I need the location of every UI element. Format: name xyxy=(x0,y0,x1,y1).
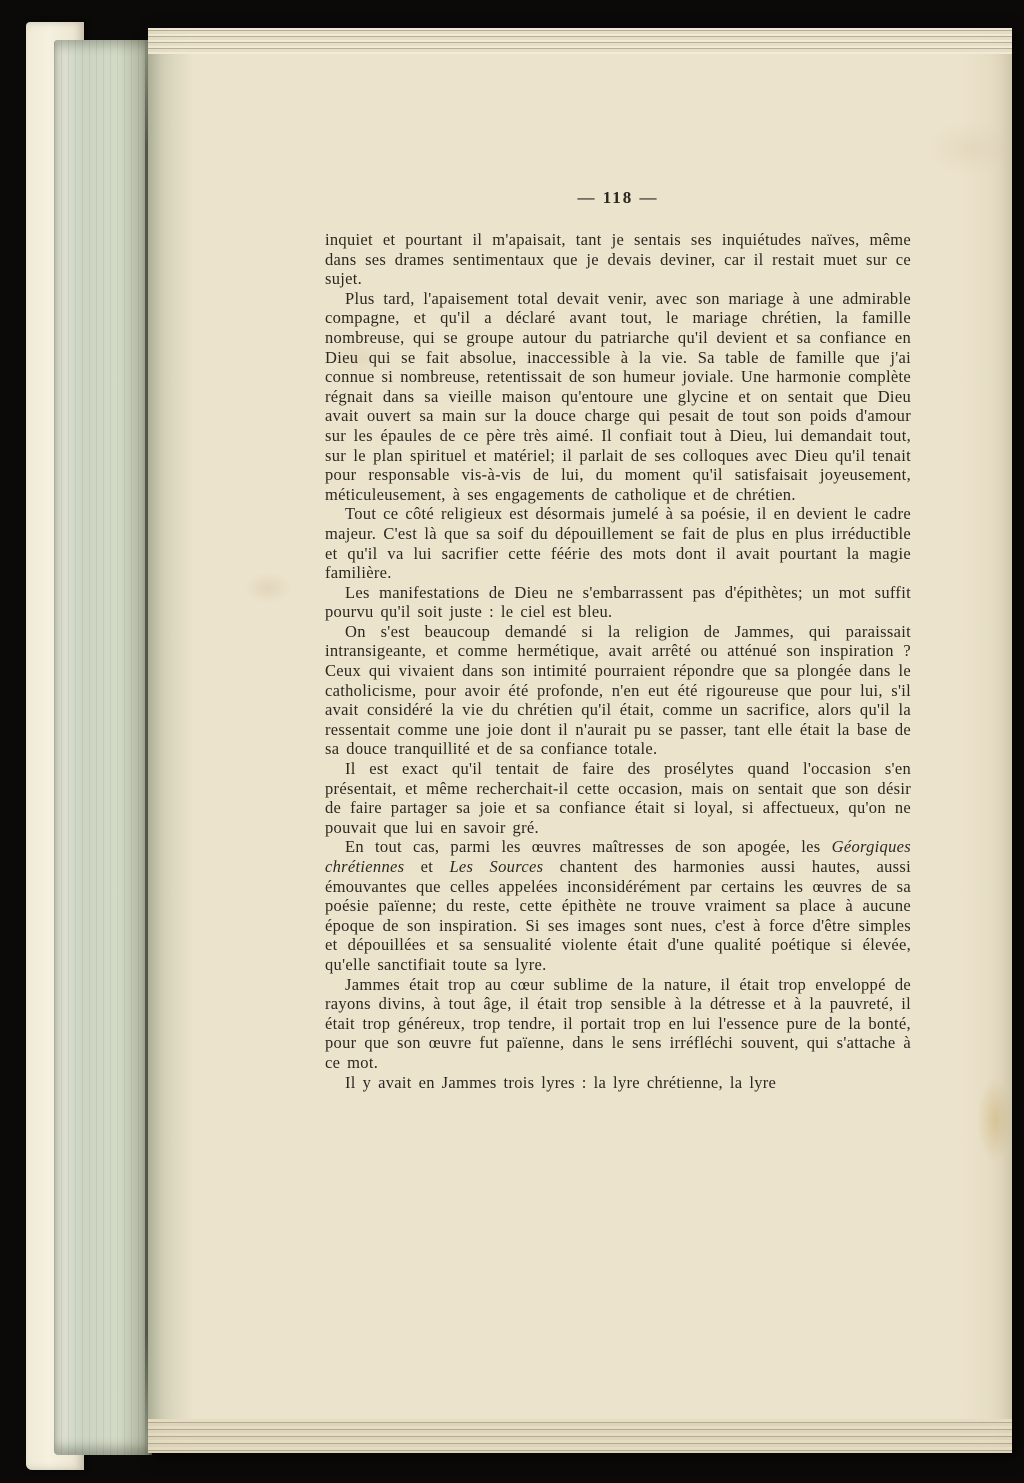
stacked-previous-pages-edge xyxy=(54,40,152,1455)
top-page-edges xyxy=(148,28,1012,54)
page-content xyxy=(325,188,911,1092)
body-text: chantent des harmonies aussi hautes, aussi émouvantes que celles appelées inconsidérément par certains les œuvres de sa poésie païenne; du reste, cette épithète ne trouve vraiment sa place à aucune époque de son inspiration. Si ses images sont nues, c'est à force d'être simples et dépouillées et sa sensualité violente était d'une qualité poétique si élevée, qu'elle sanctifiait toute sa lyre. xyxy=(325,857,912,974)
body-text: Tout ce côté religieux est désormais jumelé à sa poésie, il en devient le cadre majeur. C'est là que sa soif du dépouillement se fait de plus en plus irréductible et qu'il va lui sacrifier cette féérie des mots dont il avait pourtant la magie familière. xyxy=(325,504,911,583)
book-page xyxy=(148,28,1012,1453)
paragraph xyxy=(325,1073,911,1093)
text-block xyxy=(325,230,911,1092)
paragraph xyxy=(325,504,911,582)
italic-text: Géorgiques chrétiennes xyxy=(325,837,911,876)
body-text: Les manifestations de Dieu ne s'embarrassent pas d'épithètes; un mot suffit pourvu qu'il soit juste : le ciel est bleu. xyxy=(325,582,911,622)
body-text: Il est exact qu'il tentait de faire des prosélytes quand l'occasion s'en présentait, et même recherchait-il cette occasion, mais on sentait que son désir de faire partager sa joie et sa confiance était si loyal, si affectueux, qu'on ne pouvait que lui en savoir gré. xyxy=(325,759,911,837)
paragraph xyxy=(325,837,911,974)
italic-text: Les Sources xyxy=(449,857,544,876)
bottom-page-edges xyxy=(148,1419,1012,1453)
body-text: inquiet et pourtant il m'apaisait, tant je sentais ses inquiétudes naïves, même dans ses drames sentimentaux que je devais deviner, car il restait muet sur ce sujet. xyxy=(325,230,911,289)
paragraph xyxy=(325,759,911,837)
body-text: Plus tard, l'apaisement total devait venir, avec son mariage à une admirable compagne, et qu'il a déclaré avant tout, le mariage chrétien, la famille nombreuse, qui se groupe autour du patriarche qu'il devient et sa confiance en Dieu qui se fait absolue, inaccessible à la vie. Sa table de famille que j'ai connue si nombreuse, retentissait de son humeur joviale. Une harmonie complète régnait dans sa vieille maison qu'entoure une glycine et on sentait que Dieu avait ouvert sa main sur la douce charge qui pesait de tout son poids d'amour sur les épaules de ce père très aimé. Il confiait tout à Dieu, lui demandait tout, sur le plan spirituel et matériel; il parlait de ses colloques avec Dieu qu'il tenait pour responsable vis-à-vis de lui, du moment qu'il satisfaisait joyeusement, méticuleusement, à ses engagements de catholique et de chrétien. xyxy=(325,288,911,504)
body-text: Il y avait en Jammes trois lyres : la lyre chrétienne, la lyre xyxy=(345,1072,777,1092)
body-text: et xyxy=(404,857,450,876)
body-text: Jammes était trop au cœur sublime de la nature, il était trop enveloppé de rayons divins, à tout âge, il était trop sensible à la détresse et à la pauvreté, il était trop généreux, trop tendre, il portait trop en lui l'essence pure de la bonté, pour que son œuvre fut païenne, dans le sens irréfléchi souvent, qui s'attache à ce mot. xyxy=(325,974,911,1072)
body-text: En tout cas, parmi les œuvres maîtresses de son apogée, les xyxy=(345,837,832,857)
paragraph xyxy=(325,622,911,759)
paragraph xyxy=(325,289,911,505)
page-number: — 118 — xyxy=(577,188,659,207)
paragraph xyxy=(325,230,911,289)
paragraph xyxy=(325,975,911,1073)
body-text: On s'est beaucoup demandé si la religion de Jammes, qui paraissait intransigeante, et comme hermétique, avait arrêté ou atténué son inspiration ? Ceux qui vivaient dans son intimité pourraient répondre que sa plongée dans le catholicisme, pour avoir été profonde, n'en eut été rigoureuse que pour lui, s'il avait considéré la vie du chrétien qu'il était, comme un sacrifice, alors qu'il la ressentait comme une joie dont il n'aurait pu se passer, tant elle était la base de sa douce tranquillité et de sa confiance totale. xyxy=(325,621,911,759)
paragraph xyxy=(325,583,911,622)
